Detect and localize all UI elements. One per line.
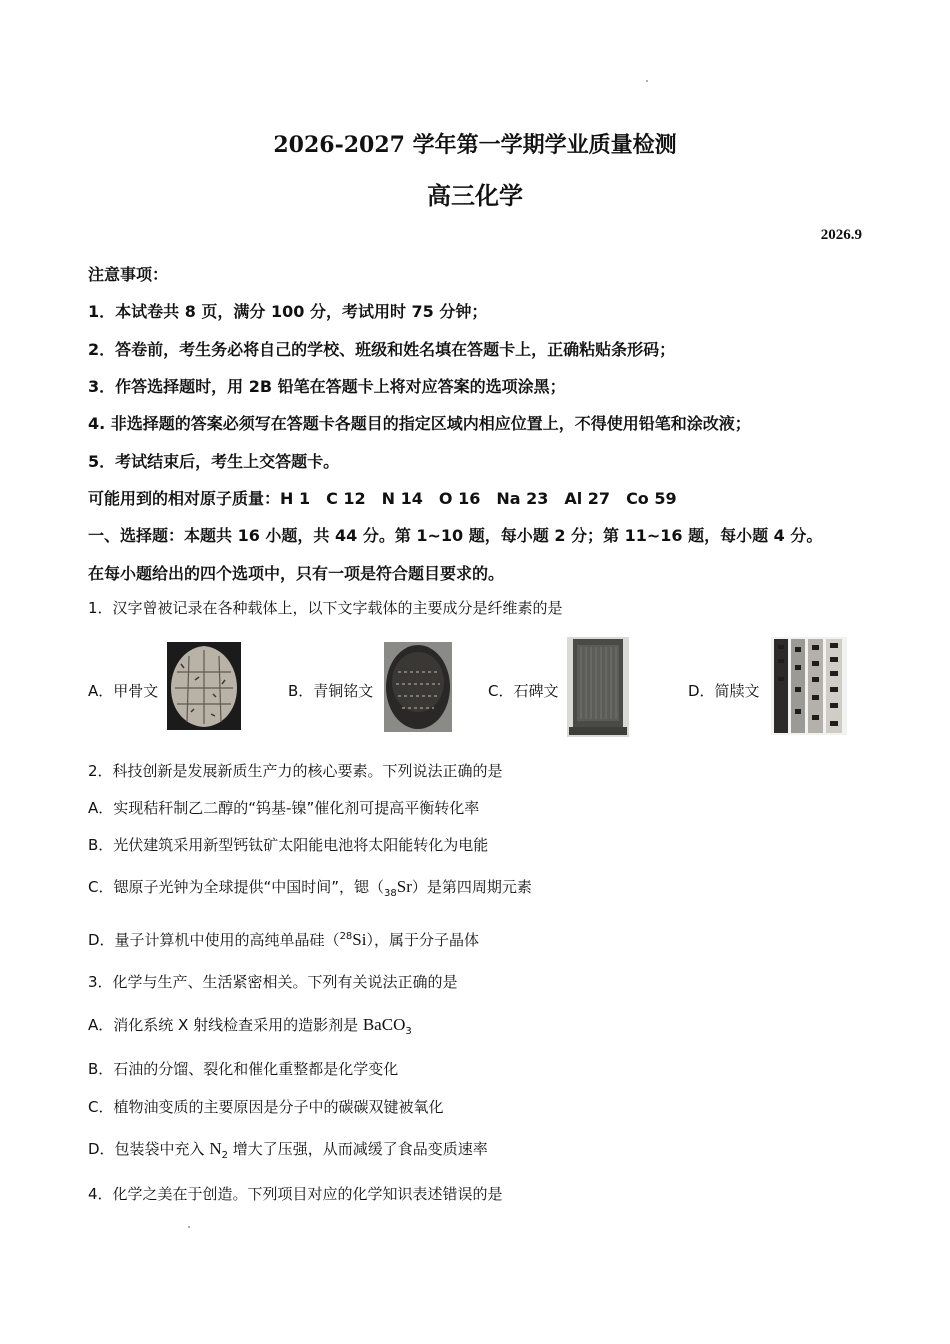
n2-subscript: 2 xyxy=(221,1150,228,1161)
oracle-bone-image xyxy=(167,642,241,730)
q3-d-text: D．包装袋中充入 xyxy=(88,1140,210,1158)
q2-option-a: A．实现秸秆制乙二醇的“钨基-镍”催化剂可提高平衡转化率 xyxy=(88,799,480,817)
exam-date: 2026.9 xyxy=(820,227,862,243)
bronze-inscription-image xyxy=(384,642,452,732)
q3-option-d xyxy=(88,1138,488,1161)
sr-atomic-number: 38 xyxy=(384,888,397,899)
notice-item-1: 1．本试卷共 8 页，满分 100 分，考试用时 75 分钟； xyxy=(88,302,488,321)
question-1-stem: 1．汉字曾被记录在各种载体上，以下文字载体的主要成分是纤维素的是 xyxy=(88,599,563,617)
q3-option-a xyxy=(88,1014,412,1037)
q3-option-c: C．植物油变质的主要原因是分子中的碳碳双键被氧化 xyxy=(88,1098,444,1116)
atomic-masses: 可能用到的相对原子质量：H 1 C 12 N 14 O 16 Na 23 Al 27 Co 59 xyxy=(88,489,677,508)
q3-option-b: B．石油的分馏、裂化和催化重整都是化学变化 xyxy=(88,1060,399,1078)
notice-heading: 注意事项： xyxy=(88,265,169,284)
question-4-stem: 4．化学之美在于创造。下列项目对应的化学知识表述错误的是 xyxy=(88,1185,503,1203)
baco3-subscript: 3 xyxy=(405,1026,412,1037)
exam-title: 2026-2027 学年第一学期学业质量检测 xyxy=(273,132,677,158)
q2-option-c xyxy=(88,876,532,899)
notice-item-5: 5．考试结束后，考生上交答题卡。 xyxy=(88,452,340,471)
q1-option-b: B．青铜铭文 xyxy=(288,682,374,700)
notice-item-4: 4. 非选择题的答案必须写在答题卡各题目的指定区域内相应位置上，不得使用铅笔和涂改液； xyxy=(88,414,751,433)
q2-option-b: B．光伏建筑采用新型钙钛矿太阳能电池将太阳能转化为电能 xyxy=(88,836,489,854)
exam-subject: 高三化学 xyxy=(427,181,523,210)
section-1-instructions: 一、选择题：本题共 16 小题，共 44 分。第 1~10 题，每小题 2 分；第 11~16 题，每小题 4 分。 xyxy=(88,526,823,545)
n2-formula: N xyxy=(209,1139,222,1158)
question-2-stem: 2．科技创新是发展新质生产力的核心要素。下列说法正确的是 xyxy=(88,762,503,780)
q3-a-text: A．消化系统 X 射线检查采用的造影剂是 xyxy=(88,1016,363,1034)
scan-speck xyxy=(646,80,648,82)
q2-c-text-end: ）是第四周期元素 xyxy=(411,878,532,896)
q2-c-text: C．锶原子光钟为全球提供“中国时间”，锶（ xyxy=(88,878,385,896)
q2-option-d xyxy=(88,929,479,950)
scan-speck-2 xyxy=(188,1226,190,1228)
bamboo-slips-image xyxy=(771,637,847,735)
q2-d-text: D．量子计算机中使用的高纯单晶硅（ xyxy=(88,931,340,949)
q3-d-text-end: 增大了压强，从而减缓了食品变质速率 xyxy=(227,1140,488,1158)
q1-option-c: C．石碑文 xyxy=(488,682,559,700)
section-1-instructions-cont: 在每小题给出的四个选项中，只有一项是符合题目要求的。 xyxy=(88,564,505,583)
question-3-stem: 3．化学与生产、生活紧密相关。下列有关说法正确的是 xyxy=(88,973,458,991)
baco3-formula: BaCO xyxy=(362,1015,406,1034)
q1-option-a: A．甲骨文 xyxy=(88,682,159,700)
notice-item-2: 2．答卷前，考生务必将自己的学校、班级和姓名填在答题卡上，正确粘贴条形码； xyxy=(88,340,676,359)
q2-d-text-end: ），属于分子晶体 xyxy=(366,931,479,949)
q1-option-d: D．简牍文 xyxy=(688,682,760,700)
si-symbol: Si xyxy=(352,930,367,949)
sr-symbol: Sr xyxy=(396,877,412,896)
si-mass-number: 28 xyxy=(339,931,353,942)
stone-stele-image xyxy=(567,637,629,737)
notice-item-3: 3．作答选择题时，用 2B 铅笔在答题卡上将对应答案的选项涂黑； xyxy=(88,377,566,396)
